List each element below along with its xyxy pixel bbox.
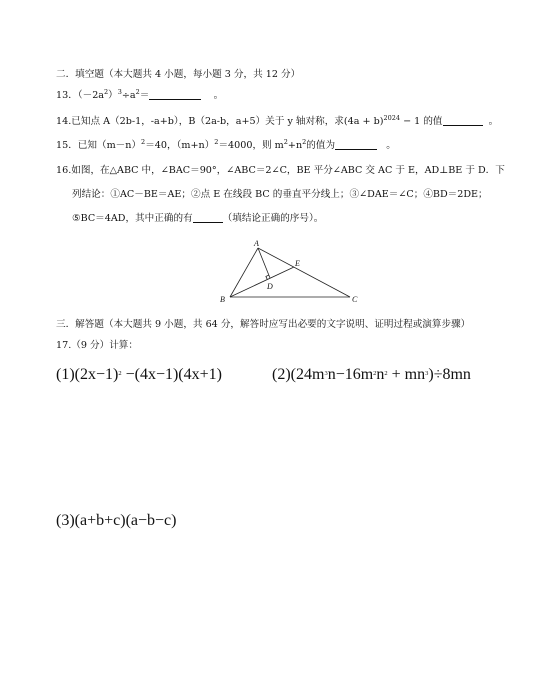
q13-end: 。	[213, 90, 224, 101]
answer-blank-13[interactable]	[149, 89, 201, 100]
q17-part2	[272, 366, 471, 384]
q13-sup1: 2	[104, 88, 109, 96]
q17-p2-c: n	[376, 366, 385, 383]
q15-sup4: 2	[302, 138, 307, 146]
question-17-title: 17.（9 分）计算：	[56, 340, 138, 351]
q15-mid2: ＝4000，则 m	[218, 140, 284, 151]
q13-post: ÷a	[121, 90, 136, 101]
label-d: D	[267, 282, 273, 291]
q17-p2-s1: 3	[324, 370, 328, 377]
q15-post: 的值为	[306, 140, 336, 151]
q17-part3: (3)(a+b+c)(a−b−c)	[56, 512, 177, 529]
q17-p2-e: )÷8mn	[428, 366, 471, 383]
q15-mid3: +n	[287, 140, 303, 151]
q17-part1	[56, 366, 222, 384]
q13-pre: 13．（－2a	[56, 90, 105, 101]
q13-mid: ）	[108, 90, 118, 101]
question-14	[56, 115, 498, 128]
q14-text: 14.已知点 A（2b-1，-a+b），B（2a-b，a+5）关于 y 轴对称，求(4a + b)	[56, 116, 384, 127]
q15-sup3: 2	[283, 138, 288, 146]
q17-p1-pre: (1)(2x−1)	[56, 366, 119, 383]
section2-heading: 二．填空题（本大题共 4 小题，每小题 3 分，共 12 分）	[56, 69, 301, 80]
label-c: C	[352, 295, 358, 304]
question-16-line2: 列结论：①AC－BE＝AE；②点 E 在线段 BC 的垂直平分线上；③∠DAE＝∠C；④BD＝2DE；	[72, 189, 488, 200]
answer-blank-15[interactable]	[335, 139, 377, 150]
q13-sup3: 2	[135, 88, 140, 96]
q15-sup2: 2	[214, 138, 219, 146]
q17-p1-post: −(4x−1)(4x+1)	[121, 366, 222, 383]
q15-pre: 15．已知（m－n）	[56, 140, 142, 151]
q14-sup: 2024	[383, 114, 401, 122]
triangle-figure	[214, 238, 364, 308]
q17-p1-sup: 2	[118, 370, 122, 377]
q17-p2-s3: 2	[384, 370, 388, 377]
q15-mid1: ＝40，（m+n）	[145, 140, 215, 151]
q15-sup1: 2	[141, 138, 146, 146]
q17-p2-d: + mn	[387, 366, 426, 383]
q14-end: 。	[488, 116, 499, 127]
q13-eq: ＝	[139, 90, 150, 101]
q17-p2-s2: 2	[373, 370, 377, 377]
q16-line3-post: （填结论正确的序号）。	[222, 213, 324, 224]
bisector-be	[230, 267, 294, 297]
q17-p2-s4: 3	[425, 370, 429, 377]
label-a: A	[254, 239, 259, 248]
q15-end: 。	[386, 140, 396, 151]
q13-sup2: 3	[117, 88, 122, 96]
section3-heading: 三．解答题（本大题共 9 小题，共 64 分，解答时应写出必要的文字说明、证明过程或演算步骤）	[56, 319, 471, 330]
question-13	[56, 89, 223, 102]
question-15	[56, 139, 396, 152]
q17-p2-b: n−16m	[327, 366, 374, 383]
edge-ab	[230, 248, 258, 297]
question-16-line1: 16.如图，在△ABC 中，∠BAC＝90°，∠ABC＝2∠C，BE 平分∠ABC 交 AC 于 E，AD⊥BE 于 D．下	[56, 165, 505, 176]
answer-blank-14[interactable]	[443, 115, 483, 126]
q16-line3-pre: ⑤BC＝4AD，其中正确的有	[72, 213, 193, 224]
q14-post: − 1 的值	[400, 116, 443, 127]
question-16-line3	[72, 212, 323, 225]
altitude-ad	[258, 248, 270, 278]
label-e: E	[295, 259, 300, 268]
q17-p2-a: (2)(24m	[272, 366, 325, 383]
answer-blank-16[interactable]	[193, 212, 223, 223]
label-b: B	[220, 295, 225, 304]
